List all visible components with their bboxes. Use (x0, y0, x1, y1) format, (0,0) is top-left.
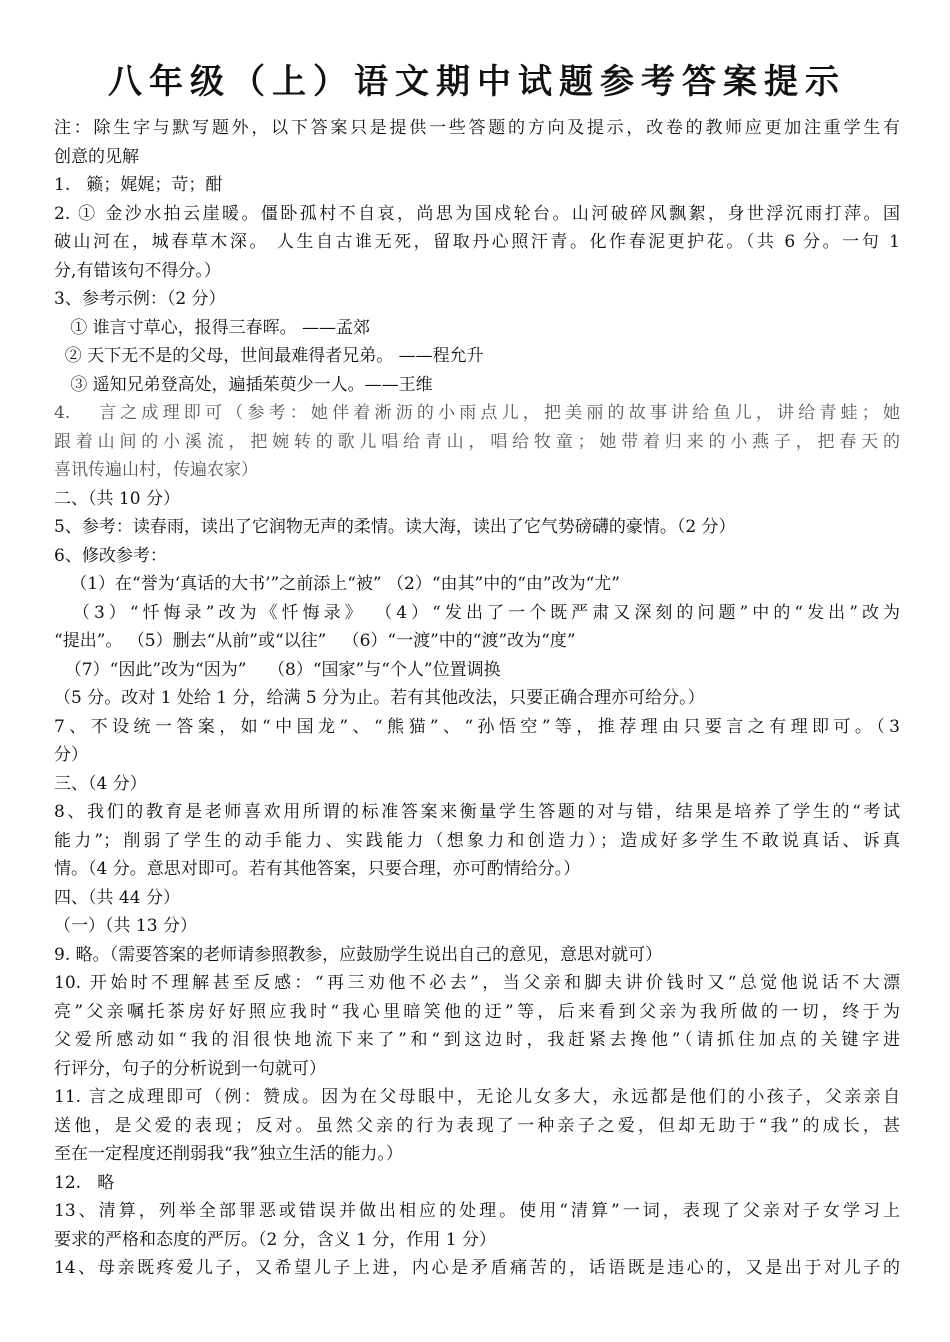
text-line: ① 谁言寸草心，报得三春晖。 ——孟郊 (54, 317, 371, 338)
text-line: （7）“因此”改为“因为” （8）“国家”与“个人”位置调换 (54, 659, 501, 680)
text-line: 喜讯传遍山村，传遍农家） (54, 460, 258, 480)
text-line: 11. 言之成理即可（例：赞成。因为在父母眼中，无论儿女多大，永远都是他们的小孩子，父亲亲自 (54, 1087, 900, 1107)
text-line: 注：除生字与默写题外，以下答案只是提供一些答题的方向及提示，改卷的教师应更加注重学生有 (54, 118, 900, 138)
text-line: （3）“忏悔录”改为《忏悔录》 （4）“发出了一个既严肃又深刻的问题”中的“发出”改为 (54, 602, 900, 623)
text-line: 行评分，句子的分析说到一句就可） (54, 1058, 326, 1079)
text-line: 7、不设统一答案，如“中国龙”、“熊猫”、“孙悟空”等，推荐理由只要言之有理即可。（3 (54, 716, 900, 737)
text-line: 5、参考：读春雨，读出了它润物无声的柔情。读大海，读出了它气势磅礴的豪情。（2 分） (54, 517, 736, 537)
text-line: （一）（共 13 分） (54, 916, 197, 936)
text-line: 12. 略 (54, 1172, 115, 1193)
text-line: 四、（共 44 分） (54, 887, 180, 908)
answer-document (54, 56, 900, 1283)
text-line: 父爱所感动如“我的泪很快地流下来了”和“到这边时，我赶紧去搀他”（请抓住加点的关键字进 (54, 1030, 900, 1050)
text-line: 2. ① 金沙水拍云崖暖。僵卧孤村不自哀，尚思为国戍轮台。山河破碎风飘絮，身世浮沉雨打萍。国 (54, 203, 900, 224)
text-line: 破山河在，城春草木深。 人生自古谁无死，留取丹心照汗青。化作春泥更护花。（共 6 分。一句 1 (54, 232, 900, 252)
text-line: ③ 遥知兄弟登高处，遍插茱萸少一人。——王维 (54, 374, 433, 395)
text-line: （1）在“誉为‘真话的大书’”之前添上“被” （2）“由其”中的“由”改为“尤” (54, 574, 620, 594)
text-line: 二、（共 10 分） (54, 488, 180, 509)
text-line: 8、我们的教育是老师喜欢用所谓的标准答案来衡量学生答题的对与错，结果是培养了学生的“考试 (54, 802, 900, 822)
text-line: 分,有错该句不得分。） (54, 260, 221, 281)
text-line: 3、参考示例：（2 分） (54, 289, 226, 309)
text-line: 至在一定程度还削弱我“我”独立生活的能力。） (54, 1144, 403, 1164)
text-line: 10. 开始时不理解甚至反感：“再三劝他不必去”，当父亲和脚夫讲价钱时又“总觉他说话不大漂 (54, 973, 900, 993)
text-line: （5 分。改对 1 处给 1 分，给满 5 分为止。若有其他改法，只要正确合理亦可给分。） (54, 688, 705, 708)
text-line: 6、修改参考： (54, 545, 167, 566)
text-line: 要求的严格和态度的严厉。（2 分，含义 1 分，作用 1 分） (54, 1229, 496, 1250)
text-line: 9. 略。（需要答案的老师请参照教参，应鼓励学生说出自己的意见，意思对就可） (54, 944, 663, 965)
text-line: 4. 言之成理即可（参考：她伴着淅沥的小雨点儿，把美丽的故事讲给鱼儿，讲给青蛙；她 (54, 403, 900, 423)
text-line: 亮”父亲嘱托茶房好好照应我时“我心里暗笑他的迂”等，后来看到父亲为我所做的一切，终于为 (54, 1001, 900, 1022)
text-line: 创意的见解 (54, 146, 139, 167)
answer-body (54, 114, 900, 1283)
text-line: 14、母亲既疼爱儿子，又希望儿子上进，内心是矛盾痛苦的，话语既是违心的，又是出于对儿子的 (54, 1258, 900, 1278)
text-line: 13、清算，列举全部罪恶或错误并做出相应的处理。使用“清算”一词，表现了父亲对子女学习上 (54, 1201, 900, 1221)
text-line: 跟着山间的小溪流，把婉转的歌儿唱给青山，唱给牧童；她带着归来的小燕子，把春天的 (54, 431, 900, 452)
text-line: 情。（4 分。意思对即可。若有其他答案，只要合理，亦可酌情给分。） (54, 859, 581, 879)
text-line: 送他，是父爱的表现；反对。虽然父亲的行为表现了一种亲子之爱，但却无助于“我”的成长，甚 (54, 1115, 900, 1136)
document-title: 八年级（上）语文期中试题参考答案提示 (108, 62, 846, 102)
text-line: 能力”；削弱了学生的动手能力、实践能力（想象力和创造力）；造成好多学生不敢说真话、诉真 (54, 830, 900, 851)
text-line: 1. 籁；娓娓；苛；酣 (54, 175, 223, 195)
text-line: ② 天下无不是的父母，世间最难得者兄弟。 ——程允升 (54, 346, 484, 366)
text-line: 三、（4 分） (54, 773, 147, 794)
text-line: 分） (54, 745, 88, 765)
text-line: “提出”。 （5）删去“从前”或“以往” （6）“一渡”中的“渡”改为“度” (54, 631, 576, 651)
